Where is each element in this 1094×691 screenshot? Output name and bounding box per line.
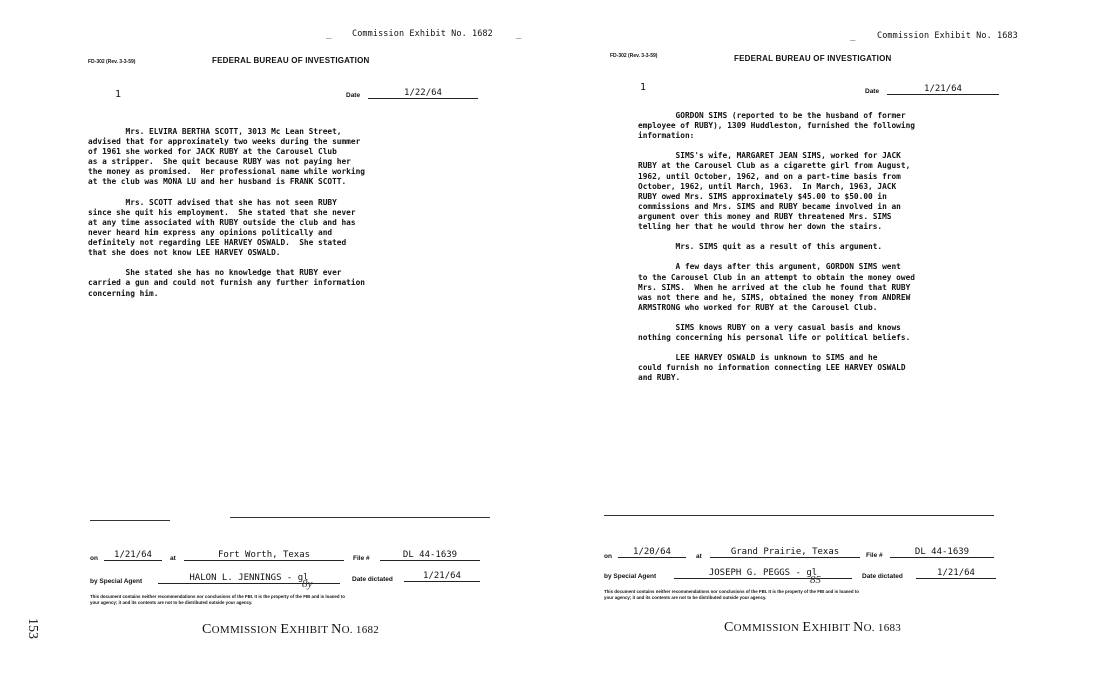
report-line: Mrs. ELVIRA BERTHA SCOTT, 3013 Mc Lean Street, [88, 127, 342, 136]
page-num: 1 [115, 89, 122, 100]
report-line [638, 252, 915, 262]
agency-title: FEDERAL BUREAU OF INVESTIGATION [734, 54, 892, 63]
report-line: as a stripper. She quit because RUBY was not paying her [88, 157, 351, 167]
report-line: October, 1962, until March, 1963. In March, 1963, JACK [638, 181, 897, 191]
report-line: never heard him express any opinions politically and [88, 227, 333, 237]
header-dash-right: _ [516, 30, 522, 40]
report-line: She stated she has no knowledge that RUBY ever [88, 268, 342, 278]
exhibit-caption: COMMISSION EXHIBIT NO. 1683 [724, 620, 902, 635]
dictated-date: 1/21/64 [404, 571, 480, 582]
report-line [638, 313, 915, 323]
page-number: 153 [25, 618, 40, 639]
on-date: 1/20/64 [618, 547, 686, 558]
report-line: information: [638, 131, 695, 141]
handwritten-initials: 85 [810, 574, 821, 586]
on-label: on [90, 555, 98, 562]
report-line: RUBY owed Mrs. SIMS approximately $45.00 to $50.00 in [638, 191, 887, 201]
report-line: at any time associated with RUBY outside the club and has [88, 217, 356, 227]
separator-right [230, 517, 490, 518]
report-line: was not there and he, SIMS, obtained the money from ANDREW [638, 292, 911, 302]
separator [604, 515, 994, 516]
report-line: nothing concerning his personal life or political beliefs. [638, 333, 911, 343]
file-label: File # [353, 555, 370, 562]
report-line [638, 141, 915, 151]
header-dash: _ [850, 32, 856, 42]
report-line: at the club was MONA LU and her husband is FRANK SCOTT. [88, 177, 347, 187]
report-body [88, 127, 365, 299]
exhibit-caption: COMMISSION EXHIBIT NO. 1682 [202, 622, 380, 637]
report-line: the money as promised. Her professional name while working [88, 167, 365, 177]
report-line: carried a gun and could not furnish any further information [88, 278, 365, 288]
date-value: 1/22/64 [368, 88, 478, 99]
report-line [88, 258, 365, 268]
fbi-report-left [0, 0, 520, 691]
report-line: telling her that he would throw her down the stairs. [638, 222, 883, 232]
date-label: Date [346, 92, 361, 99]
report-line: SIMS knows RUBY on a very casual basis and knows [638, 322, 901, 332]
report-line: that she does not know LEE HARVEY OSWALD. [88, 248, 281, 258]
report-line: since she quit his employment. She stated that she never [88, 207, 356, 217]
report-line: advised that for approximately two weeks during the summer [88, 137, 361, 147]
agent-label: by Special Agent [90, 578, 143, 585]
date-label: Date [865, 88, 880, 95]
report-body [638, 111, 915, 384]
report-line: Mrs. SCOTT advised that she has not seen RUBY [88, 197, 337, 207]
report-line: could furnish no information connecting LEE HARVEY OSWALD [638, 363, 906, 373]
report-line [638, 232, 915, 242]
agent-name: JOSEPH G. PEGGS - gl [674, 568, 852, 579]
exhibit-header: Commission Exhibit No. 1682 [352, 29, 493, 39]
report-line: ARMSTRONG who worked for RUBY at the Carousel Club. [638, 302, 878, 312]
report-line: argument over this money and RUBY threatened Mrs. SIMS [638, 211, 892, 221]
location: Fort Worth, Texas [184, 550, 344, 561]
report-line: Mrs. SIMS. When he arrived at the club he found that RUBY [638, 282, 911, 292]
file-label: File # [866, 552, 883, 559]
report-line: to the Carousel Club in an attempt to obtain the money owed [638, 272, 915, 282]
agent-label: by Special Agent [604, 573, 657, 580]
date-value: 1/21/64 [887, 84, 999, 95]
fbi-report-right [560, 0, 1080, 691]
disclaimer: This document contains neither recommendations nor conclusions of the FBI. It is the property of the FBI and is loaned to your agency; it and its contents are not to be distributed outside your agency. [604, 589, 859, 600]
report-line: 1962, until October, 1962, and on a part-time basis from [638, 171, 901, 181]
location: Grand Prairie, Texas [710, 547, 860, 558]
file-number: DL 44-1639 [380, 550, 480, 561]
page-num: 1 [640, 82, 647, 93]
form-code: FD-302 (Rev. 3-3-59) [610, 53, 658, 59]
dictated-date: 1/21/64 [916, 568, 996, 579]
report-line: employee of RUBY), 1309 Huddleston, furnished the following [638, 121, 915, 131]
report-line: LEE HARVEY OSWALD is unknown to SIMS and he [638, 353, 878, 363]
report-line: commissions and Mrs. SIMS and RUBY became involved in an [638, 201, 901, 211]
exhibit-header: Commission Exhibit No. 1683 [877, 31, 1018, 41]
report-line: GORDON SIMS (reported to be the husband of former [638, 111, 906, 120]
report-line: definitely not regarding LEE HARVEY OSWALD. She stated [88, 238, 347, 248]
disclaimer: This document contains neither recommendations nor conclusions of the FBI. It is the property of the FBI and is loaned to your agency; it and its contents are not to be distributed outside your agency. [90, 594, 345, 605]
on-label: on [604, 553, 612, 560]
dictated-label: Date dictated [352, 576, 393, 583]
report-line: Mrs. SIMS quit as a result of this argument. [638, 242, 883, 252]
header-dash: _ [326, 30, 332, 40]
on-date: 1/21/64 [104, 550, 162, 561]
at-label: at [170, 555, 176, 562]
dictated-label: Date dictated [862, 573, 903, 580]
report-line: and RUBY. [638, 373, 681, 383]
report-line: A few days after this argument, GORDON SIMS went [638, 262, 901, 272]
handwritten-initials: 8y [302, 578, 313, 590]
agency-title: FEDERAL BUREAU OF INVESTIGATION [212, 56, 370, 65]
agent-name: HALON L. JENNINGS - gl [158, 573, 340, 584]
file-number: DL 44-1639 [890, 547, 994, 558]
report-line: SIMS's wife, MARGARET JEAN SIMS, worked for JACK [638, 151, 901, 161]
report-line: concerning him. [88, 288, 159, 298]
report-line [638, 343, 915, 353]
report-line [88, 188, 365, 198]
separator-left [90, 520, 170, 521]
form-code: FD-302 (Rev. 3-3-59) [88, 59, 136, 65]
report-line: of 1961 she worked for JACK RUBY at the Carousel Club [88, 147, 337, 157]
report-line: RUBY at the Carousel Club as a cigarette girl from August, [638, 161, 911, 171]
at-label: at [696, 553, 702, 560]
